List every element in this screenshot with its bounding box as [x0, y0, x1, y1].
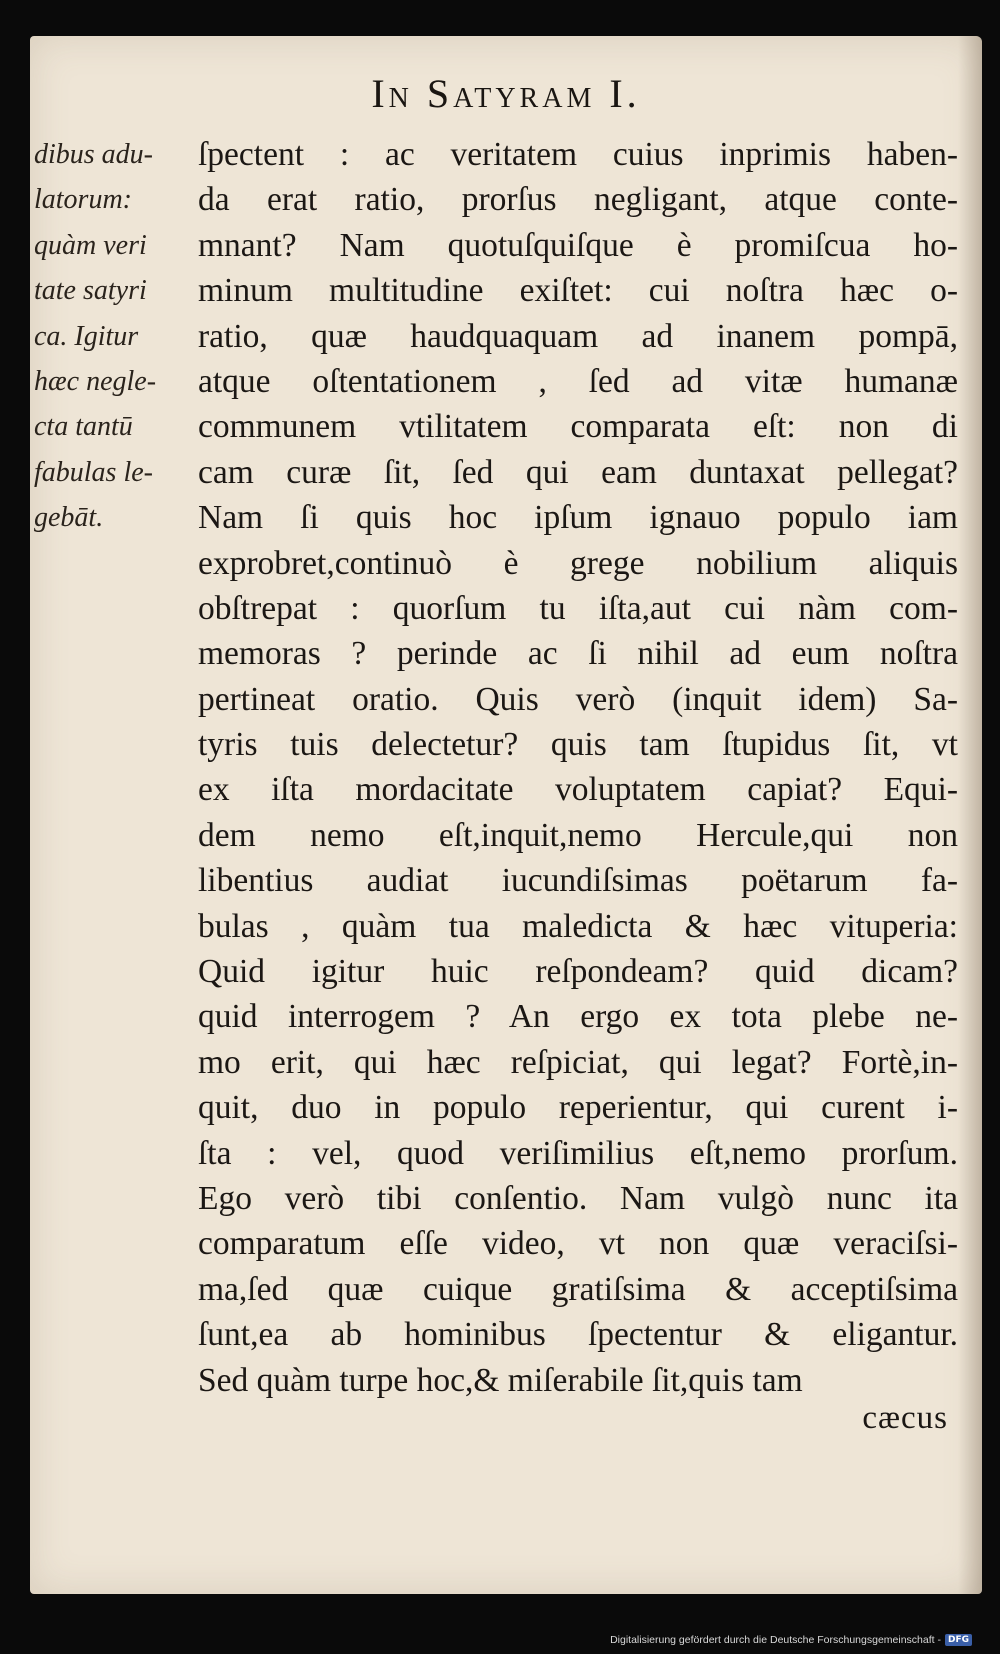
text-line: ex iſta mordacitate voluptatem capiat? Equi- [198, 771, 958, 809]
text-line: comparatum eſſe video, vt non quæ veraciſsi- [198, 1225, 958, 1263]
margin-note-line: quàm veri [34, 229, 147, 261]
text-line: ſunt,ea ab hominibus ſpectentur & eligantur. [198, 1316, 958, 1354]
margin-note-line: latorum: [34, 184, 132, 216]
text-line: libentius audiat iucundiſsimas poëtarum fa- [198, 862, 958, 900]
text-line: memoras ? perinde ac ſi nihil ad eum noſtra [198, 635, 958, 673]
text-line: atque oſtentationem , ſed ad vitæ humanæ [198, 362, 958, 400]
text-line: ſpectent : ac veritatem cuius inprimis haben- [198, 136, 958, 173]
text-line: quit, duo in populo reperientur, qui curent i- [198, 1089, 958, 1127]
catchword: cæcus [862, 1400, 948, 1436]
marginal-notes [34, 132, 194, 541]
credit-text: Digitalisierung gefördert durch die Deutsche Forschungsgemeinschaft - [610, 1634, 941, 1646]
text-line: Sed quàm turpe hoc,& miſerabile ſit,quis tam [198, 1361, 803, 1399]
text-line: tyris tuis delectetur? quis tam ſtupidus ſit, vt [198, 726, 958, 764]
margin-note-line: fabulas le- [34, 456, 153, 488]
margin-note-line: hæc negle- [34, 365, 157, 397]
text-line: communem vtilitatem comparata eſt: non di [198, 408, 958, 446]
text-line: minum multitudine exiſtet: cui noſtra hæc o- [198, 272, 958, 310]
margin-note-line: gebāt. [34, 502, 104, 534]
text-line: da erat ratio, prorſus negligant, atque conte- [198, 181, 958, 219]
text-line: cam curæ ſit, ſed qui eam duntaxat pellegat? [198, 453, 958, 491]
text-line: dem nemo eſt,inquit,nemo Hercule,qui non [198, 816, 958, 854]
margin-note-line: dibus adu- [34, 139, 153, 170]
digitization-credit [610, 1634, 972, 1646]
text-line: pertineat oratio. Quis verò (inquit idem) Sa- [198, 680, 958, 718]
running-head: In Satyram I. [371, 71, 641, 116]
text-line: obſtrepat : quorſum tu iſta,aut cui nàm com- [198, 589, 958, 627]
text-line: ma,ſed quæ cuique gratiſsima & acceptiſsima [198, 1270, 958, 1308]
dfg-logo-icon: DFG [945, 1634, 972, 1646]
margin-note-line: ca. Igitur [34, 320, 139, 352]
margin-note-line: cta tantū [34, 411, 133, 443]
text-line: quid interrogem ? An ergo ex tota plebe ne- [198, 998, 958, 1036]
book-page [30, 36, 982, 1594]
text-line: Quid igitur huic reſpondeam? quid dicam? [198, 953, 958, 991]
text-line: ratio, quæ haudquaquam ad inanem pompā, [198, 317, 958, 355]
text-line: ſta : vel, quod veriſimilius eſt,nemo prorſum. [198, 1134, 958, 1172]
text-line: mnant? Nam quotuſquiſque è promiſcua ho- [198, 226, 958, 264]
text-line: Nam ſi quis hoc ipſum ignauo populo iam [198, 499, 958, 537]
margin-note-line: tate satyri [34, 275, 147, 307]
text-line: exprobret,continuò è grege nobilium aliquis [198, 544, 958, 582]
body-text [198, 132, 958, 1403]
text-line: bulas , quàm tua maledicta & hæc vituperia: [198, 907, 958, 945]
text-line: Ego verò tibi conſentio. Nam vulgò nunc ita [198, 1179, 958, 1217]
text-line: mo erit, qui hæc reſpiciat, qui legat? Fortè,in- [198, 1043, 958, 1081]
